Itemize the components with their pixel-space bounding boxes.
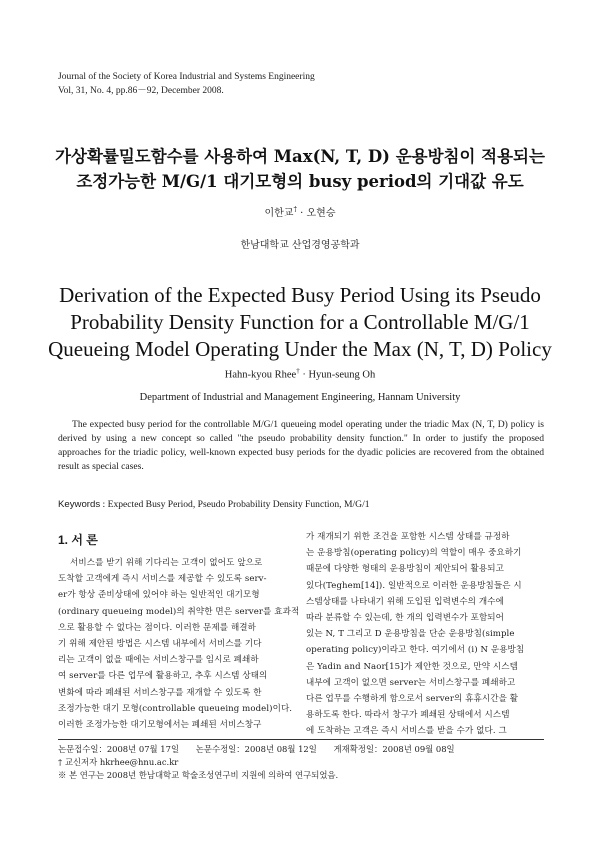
body-line: 있는 N, T 그리고 D 운용방침을 단순 운용방침(simple <box>306 629 515 640</box>
body-line: 내부에 고객이 없으면 server는 서비스창구를 폐쇄하고 <box>306 677 516 688</box>
body-line: 스템상태를 나타내기 위해 도입된 입력변수의 개수에 <box>306 596 504 607</box>
korean-title <box>30 144 570 194</box>
body-line: 에 도착하는 고객은 즉시 서비스를 받을 수가 없다. 그 <box>306 726 507 737</box>
english-title <box>20 282 580 363</box>
korean-title-line-1: 가상확률밀도함수를 사용하여 Max(N, T, D) 운용방침이 적용되는 <box>55 147 545 166</box>
body-line: er가 항상 준비상태에 있어야 하는 일반적인 대기모형 <box>58 590 260 601</box>
body-line: 는 운용방침(operating policy)의 역할이 매우 중요하기 <box>306 548 522 559</box>
footnotes <box>58 743 544 782</box>
abstract: The expected busy period for the controllable M/G/1 queueing model operating under the triadic Max (N, T, D) policy is derived by using a new concept so called "the pseudo probability density function." In order to justify the proposed approaches for the triadic policy, well-known expected busy periods for the dyadic policies are recovered from the obtained result as special cases. <box>58 419 544 472</box>
section-heading <box>58 531 98 548</box>
author-separator: · <box>299 369 309 381</box>
english-authors <box>0 367 600 381</box>
section-number: 1. <box>58 533 69 547</box>
body-line: operating policy)이라고 한다. 여기에서 (i) N 운용방침 <box>306 645 525 656</box>
korean-author-1: 이한교 <box>264 208 294 219</box>
body-column-left <box>58 555 300 733</box>
body-line: 따라 분류할 수 있는데, 한 개의 입력변수가 포함되어 <box>306 613 505 624</box>
body-line: 변화에 따라 폐쇄된 서비스창구를 재개할 수 있도록 한 <box>58 687 262 698</box>
english-title-line-1: Derivation of the Expected Busy Period Using its Pseudo <box>59 283 541 307</box>
body-line: (ordinary queueing model)의 취약한 면은 server를 효과적 <box>58 606 300 617</box>
english-title-line-2: Probability Density Function for a Controllable M/G/1 <box>70 310 530 334</box>
body-line: 가 재개되기 위한 조건을 포함한 시스템 상태를 규정하 <box>306 532 510 542</box>
english-author-1: Hahn-kyou Rhee <box>224 369 297 381</box>
body-line: 있다(Teghem[14]). 일반적으로 이러한 운용방침들은 시 <box>306 580 522 591</box>
journal-info <box>58 70 315 98</box>
keywords-label: Keywords <box>58 499 101 510</box>
korean-affiliation: 한남대학교 산업경영공학과 <box>240 240 360 251</box>
body-line: 때문에 다양한 형태의 운용방침이 제안되어 활용되고 <box>306 564 504 575</box>
body-line: 으로 활용할 수 없다는 점이다. 이러한 문제를 해결하 <box>58 622 257 633</box>
body-line: 다른 업무를 수행하게 함으로서 server의 휴휴시간을 활 <box>306 694 519 705</box>
funding-note: ※ 본 연구는 2008년 한남대학교 학술조성연구비 지원에 의하여 연구되었음. <box>58 770 339 780</box>
body-line: 기 위해 제안된 방법은 시스템 내부에서 서비스를 기다 <box>58 639 262 650</box>
body-line: 서비스를 받기 위해 기다리는 고객이 없어도 앞으로 <box>70 558 263 568</box>
corresponding-author-note: † 교신저자 hkrhee@hnu.ac.kr <box>58 757 179 767</box>
english-affiliation: Department of Industrial and Management Engineering, Hannam University <box>139 392 461 403</box>
body-line: 도착할 고객에게 즉시 서비스를 제공할 수 있도록 serv- <box>58 574 267 585</box>
submission-dates: 논문접수일：2008년 07월 17일 논문수정일：2008년 08월 12일 게재확정일：2008년 09월 08일 <box>58 744 455 754</box>
body-column-right <box>306 529 542 740</box>
body-line: 이러한 조정가능한 대기모형에서는 폐쇄된 서비스창구 <box>58 720 262 731</box>
body-line: 여 server를 다른 업무에 활용하고, 추후 시스템 상태의 <box>58 671 268 682</box>
footnote-divider <box>58 739 544 740</box>
author-separator: · <box>296 208 307 219</box>
korean-author-2: 오현승 <box>306 208 336 219</box>
body-line: 조정가능한 대기 모형(controllable queueing model)이다. <box>58 703 293 714</box>
body-line: 리는 고객이 없을 때에는 서비스창구를 임시로 폐쇄하 <box>58 655 259 666</box>
korean-authors <box>0 204 600 219</box>
journal-volume: Vol, 31, No. 4, pp.86－92, December 2008. <box>58 86 224 96</box>
english-author-2: Hyun-seung Oh <box>308 369 376 381</box>
section-title: 서 론 <box>71 533 98 547</box>
keywords <box>58 499 370 510</box>
body-line: 은 Yadin and Naor[15]가 제안한 것으로, 만약 시스템 <box>306 661 518 672</box>
corresponding-dagger: † <box>293 205 297 214</box>
corresponding-dagger: † <box>296 367 300 375</box>
keywords-value: : Expected Busy Period, Pseudo Probability Density Function, M/G/1 <box>100 499 370 510</box>
journal-name: Journal of the Society of Korea Industrial and Systems Engineering <box>58 72 315 82</box>
korean-title-line-2: 조정가능한 M/G/1 대기모형의 busy period의 기대값 유도 <box>76 172 524 191</box>
body-line: 용하도록 한다. 따라서 창구가 폐쇄된 상태에서 시스템 <box>306 710 510 721</box>
english-title-line-3: Queueing Model Operating Under the Max (N, T, D) Policy <box>48 337 552 361</box>
